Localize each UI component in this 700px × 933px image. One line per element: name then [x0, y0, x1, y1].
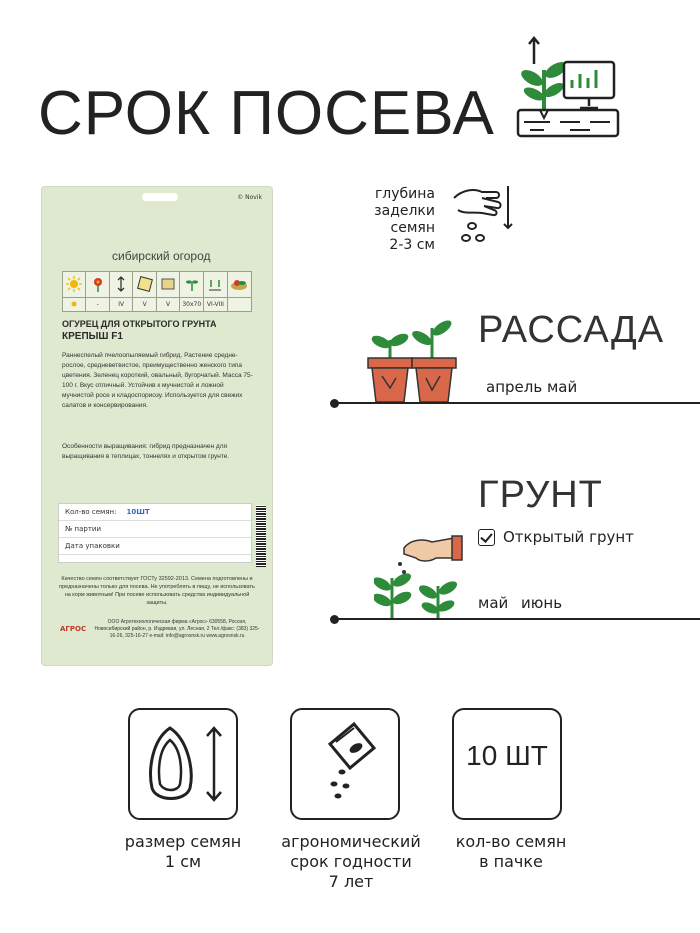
hand-planting-icon: [374, 528, 470, 624]
seed-size-icon: [130, 710, 236, 818]
seedling-pots-icon: [366, 318, 466, 406]
symbol-value: 30x70: [180, 298, 204, 312]
flower-icon: [86, 272, 109, 298]
growing-features: Особенности выращивания: гибрид предназначен для выращивания в теплицах, тоннелях и открытом грунте.: [62, 443, 230, 460]
seedlings-months: апрель май: [486, 378, 578, 396]
timeline-line: [334, 618, 700, 620]
caption-line: агрономический: [281, 832, 421, 851]
qty-value: 10ШТ: [126, 508, 150, 516]
symbol-value: V: [133, 298, 156, 312]
symbol-value-empty: [227, 298, 251, 312]
symbol-value: VI-VIII: [204, 298, 227, 312]
page-title: СРОК ПОСЕВА: [38, 79, 495, 148]
qty-label: Кол-во семян:: [65, 508, 117, 516]
seed-count-card: [452, 708, 562, 820]
seed-packet-icon: [133, 272, 156, 298]
sun-value-icon: [63, 298, 86, 312]
caption-line: размер семян: [124, 832, 242, 851]
caption-line: 1 см: [164, 852, 202, 871]
seed-count-caption: [436, 832, 586, 872]
packet-series: сибирский огород: [112, 249, 211, 263]
product-description: Раннеспелый пчелоопыляемый гибрид. Растение средне-рослое, средневетвистое, преимущественно женского типа цветения. Зеленец короткий, овальный, бугорчатый. Масса 75-100 г. Вкус отличный. Устойчив к мучнистой и ложной мучнистой росе и кладоспориозу. Используется для свежих салатов и консервирования.: [62, 352, 253, 409]
qty-row: [59, 504, 251, 521]
depth-value: 2-3 см: [389, 237, 435, 253]
packing-form: [58, 503, 252, 563]
sowing-depth-text: [355, 186, 435, 254]
date-label: Дата упаковки: [59, 538, 251, 555]
shelf-life-caption: [266, 832, 436, 892]
ground-months: май июнь: [478, 594, 563, 612]
quality-notice: Качество семян соответствует ГОСТу 32592-2013. Семена подготовлены и предназначены только для посева. Не употреблять в пищу, не использовать на корм животным! При посеве использовать средства индивидуальной защиты.: [59, 576, 255, 606]
shelf-life-card: [290, 708, 400, 820]
packet-symbols-table: [62, 271, 252, 312]
timeline-line: [334, 402, 700, 404]
seed-size-caption: [110, 832, 256, 872]
plant-growth-chart-icon: [510, 30, 625, 140]
product-variety: КРЕПЫШ F1: [62, 331, 123, 342]
checkbox-checked-icon: [478, 529, 495, 546]
ground-title: ГРУНТ: [478, 474, 603, 516]
caption-line: кол-во семян: [455, 832, 567, 851]
seed-size-card: [128, 708, 238, 820]
sprout-icon: [180, 272, 204, 298]
product-name: ОГУРЕЦ ДЛЯ ОТКРЫТОГО ГРУНТА: [62, 319, 217, 329]
hanger-hole: [142, 193, 178, 201]
height-arrow-icon: [109, 272, 132, 298]
depth-line: глубина: [374, 186, 435, 202]
sun-icon: [63, 272, 86, 298]
seed-count-value: 10 ШТ: [466, 740, 548, 771]
agros-logo: АГРОС: [60, 625, 87, 633]
symbol-value: -: [86, 298, 109, 312]
open-ground-option: [478, 528, 634, 546]
caption-line: в пачке: [479, 852, 543, 871]
caption-line: срок годности: [290, 852, 412, 871]
seedlings-title: РАССАДА: [478, 309, 665, 351]
hand-sowing-icon: [448, 180, 518, 250]
depth-line: заделки: [374, 203, 435, 219]
spacing-icon: [204, 272, 227, 298]
symbol-value: IV: [109, 298, 132, 312]
symbol-value: V: [156, 298, 179, 312]
company-info: ООО Агротехнологическая фирма «Агрос» 630558, Россия, Новосибирский район, р. Издревая, ул. Лесная, 2 Тел./факс: (383) 325-16-26, 325-16-27 e-mail: info@agrosnsk.ru www.agrosnsk.ru: [94, 619, 260, 639]
harvest-icon: [227, 272, 251, 298]
open-ground-label: Открытый грунт: [503, 528, 634, 546]
caption-line: 7 лет: [328, 872, 374, 891]
seed-packet-image: [42, 187, 272, 665]
batch-label: № партии: [59, 521, 251, 538]
seed-packet-pour-icon: [292, 710, 398, 818]
soil-icon: [156, 272, 179, 298]
barcode: [256, 505, 266, 567]
brand-mark: © Novik: [237, 194, 262, 201]
depth-line: семян: [390, 220, 435, 236]
